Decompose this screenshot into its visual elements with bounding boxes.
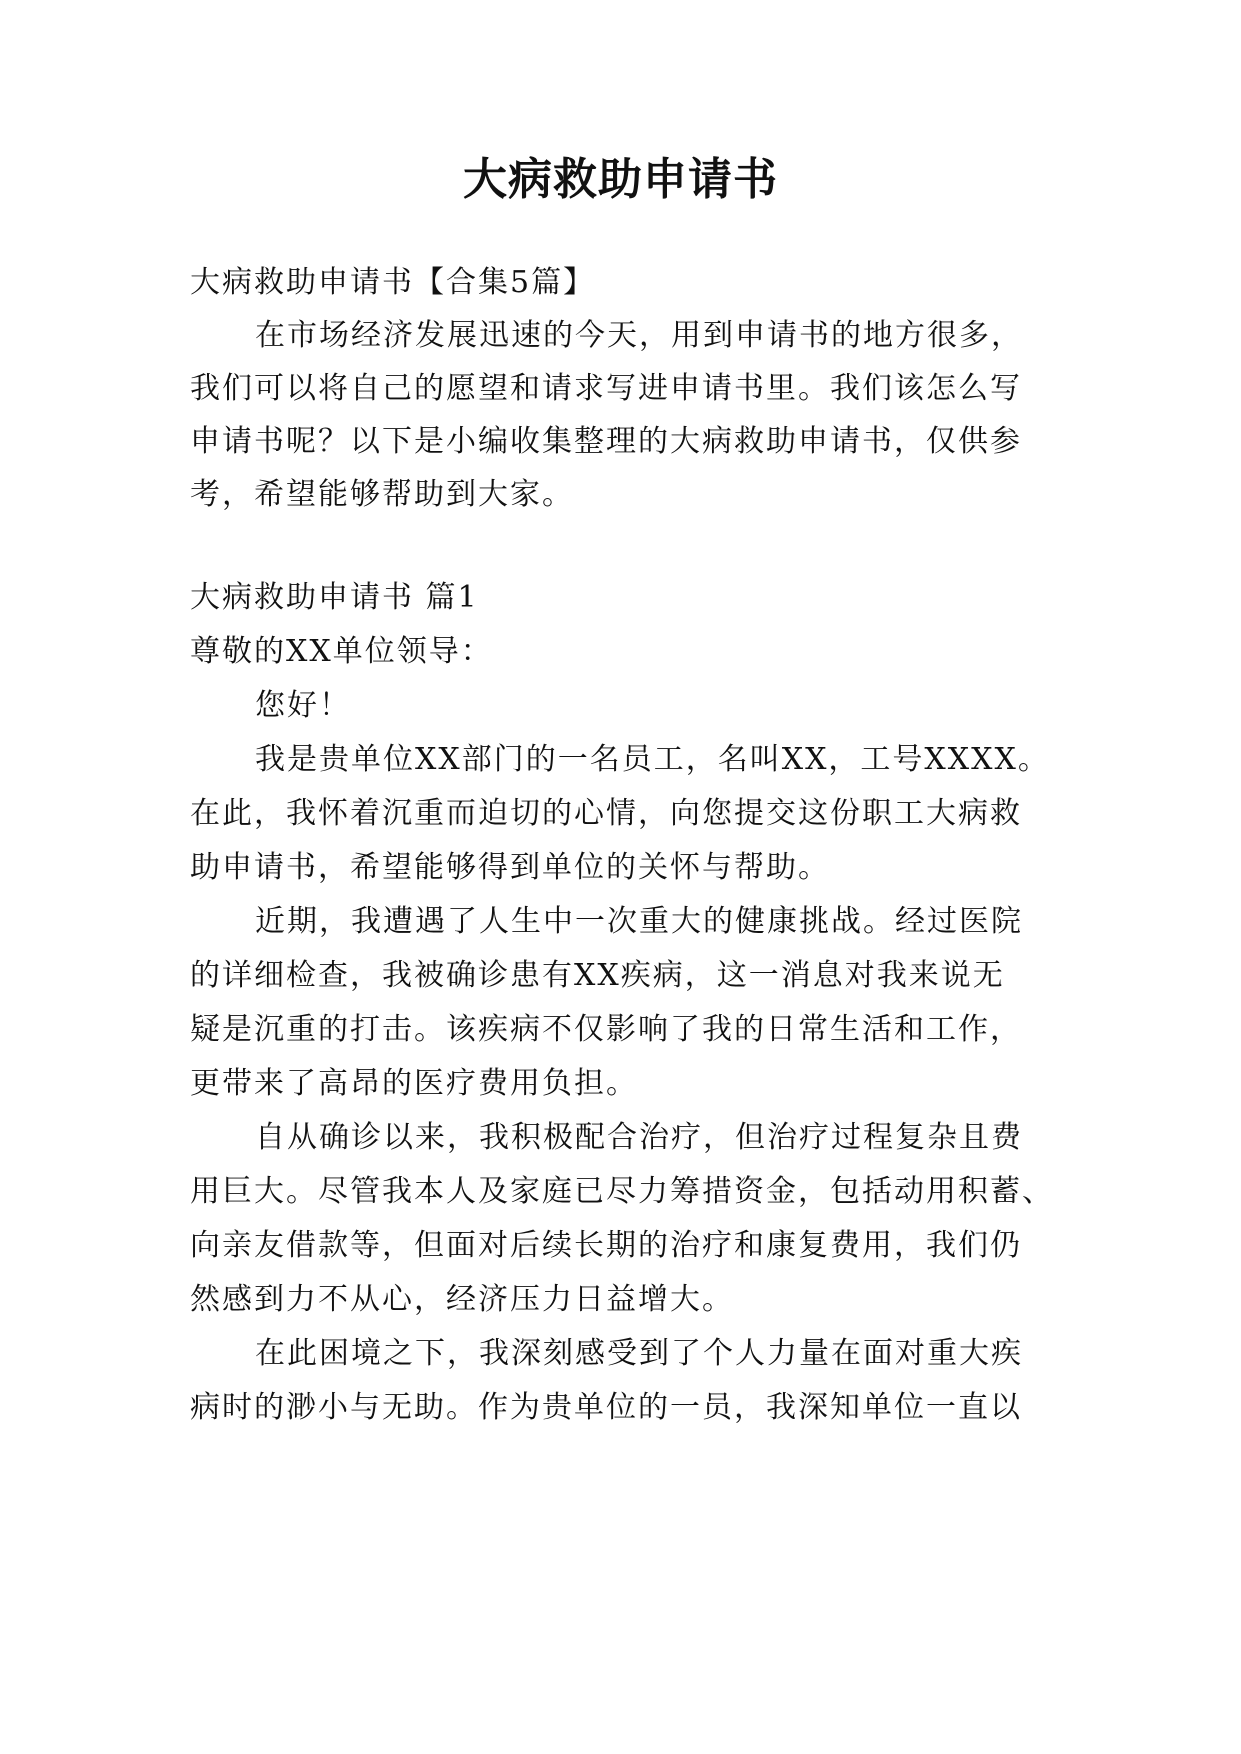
section-heading: 大病救助申请书 篇1: [190, 580, 479, 615]
intro-line: 在市场经济发展迅速的今天，用到申请书的地方很多，: [255, 318, 1023, 353]
body-line: 自从确诊以来，我积极配合治疗，但治疗过程复杂且费: [255, 1120, 1023, 1155]
document-title: 大病救助申请书: [463, 154, 778, 205]
intro-line: 我们可以将自己的愿望和请求写进申请书里。我们该怎么写: [190, 371, 1022, 406]
body-line: 疑是沉重的打击。该疾病不仅影响了我的日常生活和工作，: [190, 1012, 1022, 1047]
body-line: 在此，我怀着沉重而迫切的心情，向您提交这份职工大病救: [190, 796, 1022, 831]
intro-line: 考，希望能够帮助到大家。: [190, 477, 574, 512]
document-subtitle: 大病救助申请书【合集5篇】: [190, 265, 596, 300]
body-line: 更带来了高昂的医疗费用负担。: [190, 1066, 638, 1101]
body-line: 向亲友借款等，但面对后续长期的治疗和康复费用，我们仍: [190, 1228, 1022, 1263]
body-line: 助申请书，希望能够得到单位的关怀与帮助。: [190, 850, 830, 885]
body-line: 我是贵单位XX部门的一名员工，名叫XX，工号XXXX。: [255, 742, 1050, 777]
body-line: 然感到力不从心，经济压力日益增大。: [190, 1282, 734, 1317]
salutation: 尊敬的XX单位领导：: [190, 634, 493, 669]
body-line: 用巨大。尽管我本人及家庭已尽力筹措资金，包括动用积蓄、: [190, 1174, 1054, 1209]
body-line: 近期，我遭遇了人生中一次重大的健康挑战。经过医院: [255, 904, 1023, 939]
body-line: 在此困境之下，我深刻感受到了个人力量在面对重大疾: [255, 1336, 1023, 1371]
body-line: 的详细检查，我被确诊患有XX疾病，这一消息对我来说无: [190, 958, 1005, 993]
greeting: 您好！: [255, 688, 351, 723]
intro-line: 申请书呢？以下是小编收集整理的大病救助申请书，仅供参: [190, 424, 1022, 459]
body-line: 病时的渺小与无助。作为贵单位的一员，我深知单位一直以: [190, 1390, 1022, 1425]
